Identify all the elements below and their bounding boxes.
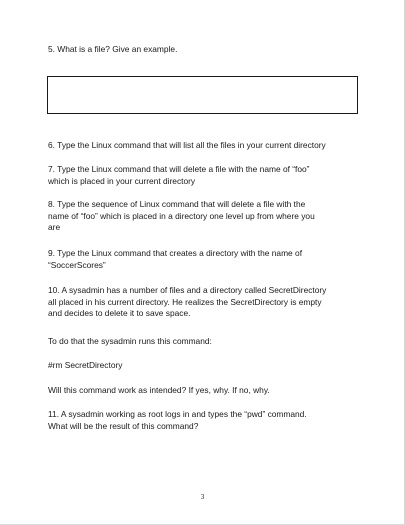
question-10-followup: To do that the sysadmin runs this command:	[48, 336, 212, 346]
question-10-line-3: and decides to delete it to save space.	[48, 308, 191, 318]
page-number: 3	[200, 493, 205, 501]
question-8-line-2: name of “foo” which is placed in a directory one level up from where you	[48, 210, 315, 221]
question-10-line-2: all placed in his current directory. He realizes the SecretDirectory is empty	[48, 296, 322, 307]
question-9	[48, 248, 368, 271]
question-7-line-2: which is placed in your current directory	[48, 175, 196, 186]
question-9-line-2: “SoccerScores”	[48, 259, 106, 270]
question-11-line-1: 11. A sysadmin working as root logs in and types the “pwd” command.	[48, 409, 307, 419]
question-11-line-2: What will be the result of this command?	[48, 420, 199, 431]
question-10	[48, 285, 368, 320]
question-7	[48, 164, 368, 187]
question-11	[48, 409, 368, 432]
answer-box[interactable]	[47, 76, 358, 114]
question-10-command: #rm SecretDirectory	[48, 360, 123, 370]
question-5: 5. What is a file? Give an example.	[48, 44, 178, 54]
question-6: 6. Type the Linux command that will list all the files in your current directory	[48, 140, 326, 150]
question-10-line-1: 10. A sysadmin has a number of files and a directory called SecretDirectory	[48, 285, 327, 295]
question-9-line-1: 9. Type the Linux command that creates a directory with the name of	[48, 248, 303, 258]
question-10-question: Will this command work as intended? If yes, why. If no, why.	[48, 385, 270, 395]
question-8	[48, 199, 368, 234]
question-8-line-3: are	[48, 222, 61, 232]
question-8-line-1: 8. Type the sequence of Linux command that will delete a file with the	[48, 199, 306, 209]
question-7-line-1: 7. Type the Linux command that will delete a file with the name of “foo”	[48, 164, 310, 174]
